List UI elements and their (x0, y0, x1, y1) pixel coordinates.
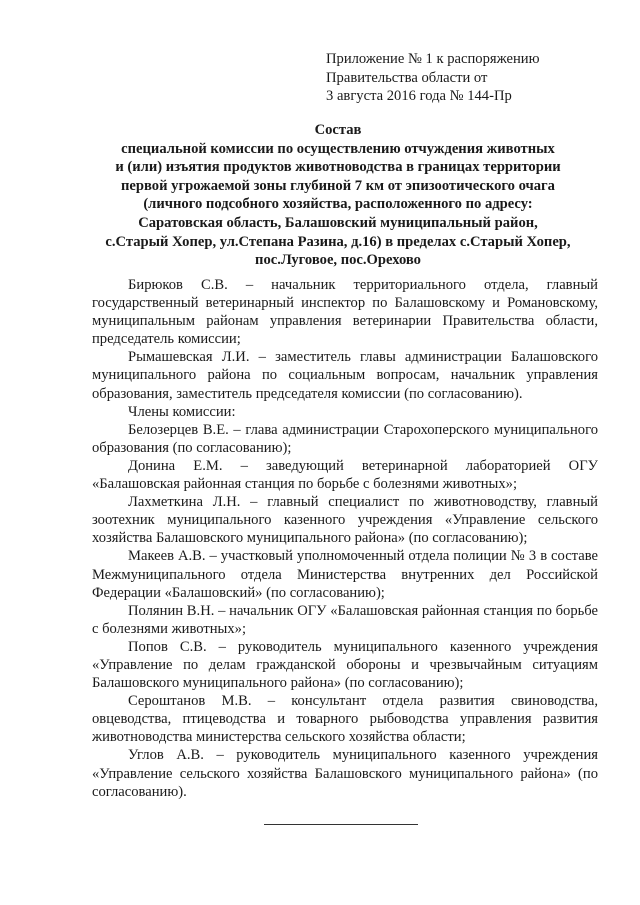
member-entry: Белозерцев В.Е. – глава администрации Старохоперского муниципального образования (по согласованию); (92, 421, 598, 456)
chairman-entry: Бирюков С.В. – начальник территориального отдела, главный государственный ветеринарный инспектор по Балашовскому и Романовскому, муниципальным районам управления ветеринарии Правительства области, председатель комиссии; (92, 277, 598, 348)
member-entry: Углов А.В. – руководитель муниципального казенного учреждения «Управление сельского хозяйства Балашовского муниципального района» (по согласованию). (92, 747, 598, 800)
member-entry: Полянин В.Н. – начальник ОГУ «Балашовская районная станция по борьбе с болезнями животных»; (92, 602, 598, 637)
heading-line: специальной комиссии по осуществлению отчуждения животных (121, 140, 555, 157)
heading-line: и (или) изъятия продуктов животноводства в границах территории (115, 159, 561, 176)
appendix-line-2: Правительства области от (326, 69, 488, 86)
heading-line: (личного подсобного хозяйства, расположенного по адресу: (143, 196, 533, 213)
member-entry: Сероштанов М.В. – консультант отдела развития свиноводства, овцеводства, птицеводства и товарного рыбоводства управления развития животноводства министерства сельского хозяйства области; (92, 693, 598, 746)
member-entry: Лахметкина Л.Н. – главный специалист по животноводству, главный зоотехник муниципального казенного учреждения «Управление сельского хозяйства Балашовского муниципального района» (по согласованию); (92, 494, 598, 547)
heading-line: пос.Луговое, пос.Орехово (255, 252, 421, 269)
member-entry: Донина Е.М. – заведующий ветеринарной лабораторией ОГУ «Балашовская районная станция по борьбе с болезнями животных»; (92, 457, 598, 493)
heading-title: Состав (314, 122, 362, 138)
deputy-chairman-entry: Рымашевская Л.И. – заместитель главы администрации Балашовского муниципального района по социальным вопросам, начальник управления образования, заместитель председателя комиссии (по согласованию). (92, 349, 598, 402)
member-entry: Попов С.В. – руководитель муниципального казенного учреждения «Управление по делам гражданской обороны и чрезвычайным ситуациям Балашовского муниципального района» (по согласованию); (92, 638, 598, 692)
member-entry: Макеев А.В. – участковый уполномоченный отдела полиции № 3 в составе Межмуниципального отдела Министерства внутренних дел Российской Федерации «Балашовский» (по согласованию); (92, 548, 598, 601)
heading-line: Саратовская область, Балашовский муниципальный район, (138, 214, 538, 231)
appendix-line-3: 3 августа 2016 года № 144-Пр (326, 88, 512, 104)
heading-line: первой угрожаемой зоны глубиной 7 км от эпизоотического очага (121, 177, 555, 194)
commission-members (92, 276, 598, 801)
document-heading (88, 121, 588, 270)
heading-line: с.Старый Хопер, ул.Степана Разина, д.16) в пределах с.Старый Хопер, (105, 233, 571, 250)
appendix-line-1: Приложение № 1 к распоряжению (326, 51, 540, 67)
appendix-reference (326, 50, 616, 106)
members-label: Члены комиссии: (128, 403, 236, 420)
closing-separator-line (264, 824, 418, 825)
